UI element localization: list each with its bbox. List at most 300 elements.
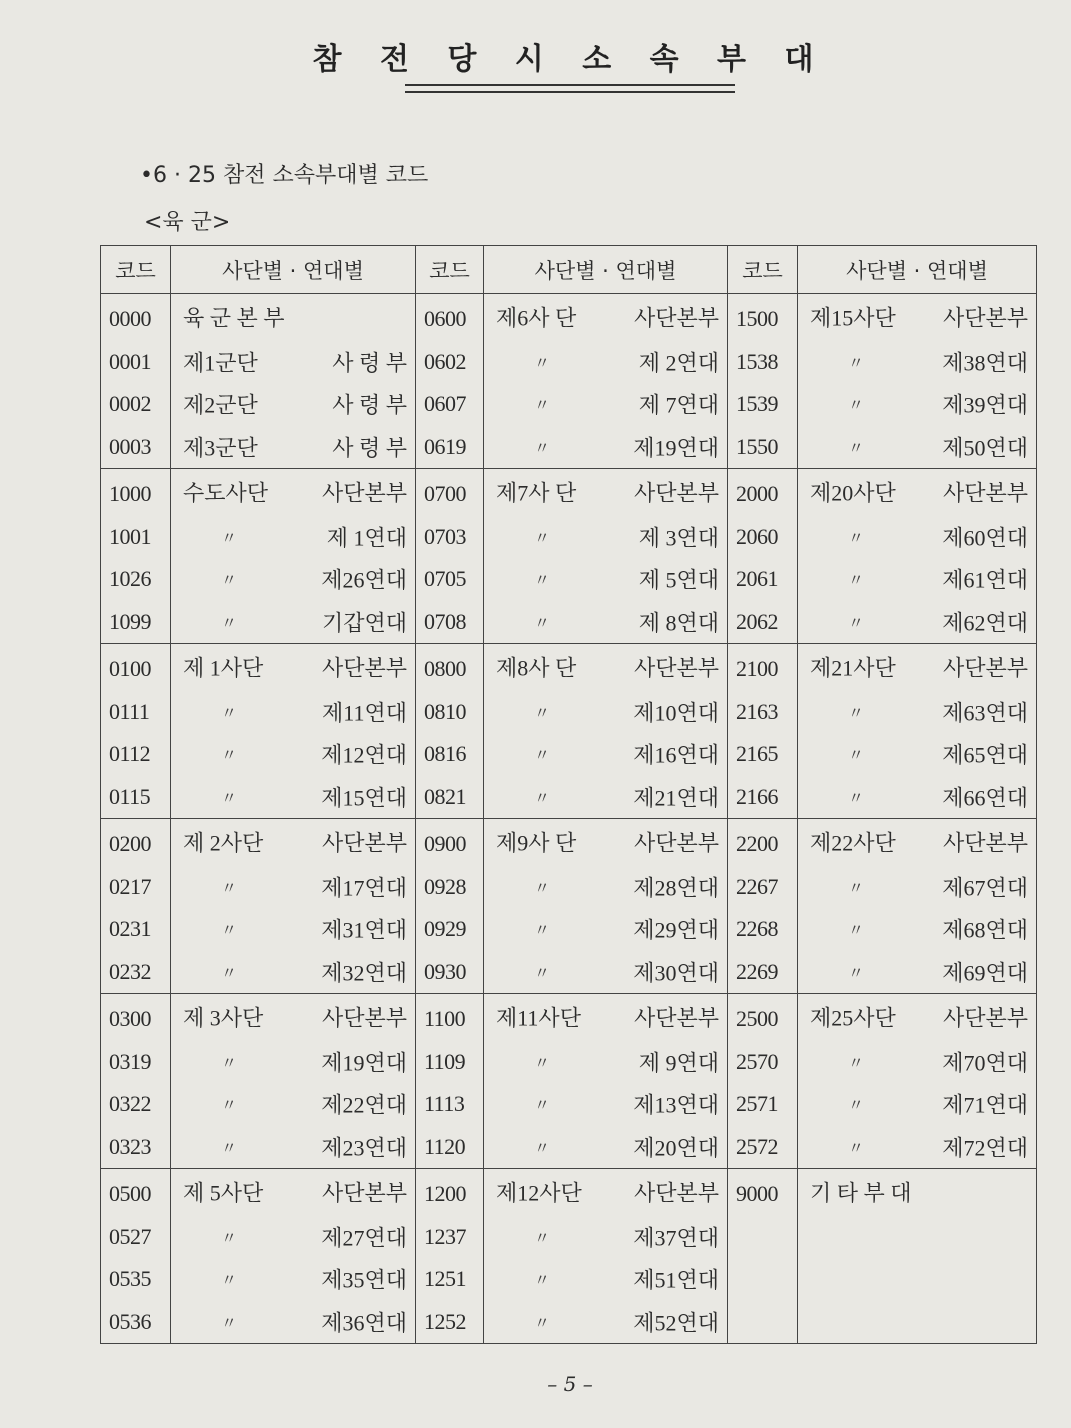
unit-code-cell: 0900 bbox=[416, 819, 484, 866]
ditto-mark: 〃 bbox=[534, 1097, 551, 1115]
unit-name-cell bbox=[171, 294, 416, 341]
ditto-mark: 〃 bbox=[534, 1315, 551, 1333]
regiment-name: 사단본부 bbox=[321, 655, 407, 681]
unit-code-cell: 1251 bbox=[416, 1258, 484, 1301]
unit-name-cell bbox=[171, 866, 416, 909]
ditto-mark: 〃 bbox=[848, 747, 865, 765]
unit-name-cell bbox=[171, 383, 416, 426]
division-name: 제7사 단 bbox=[496, 480, 577, 506]
table-row bbox=[101, 1083, 1037, 1126]
unit-name-cell bbox=[798, 383, 1037, 426]
unit-code-cell: 0232 bbox=[101, 951, 171, 994]
header-unit-3: 사단별 · 연대별 bbox=[798, 246, 1037, 294]
unit-name-cell bbox=[798, 644, 1037, 691]
unit-name-cell bbox=[798, 733, 1037, 776]
division-name: 제15사단 bbox=[810, 305, 896, 331]
header-unit-1: 사단별 · 연대별 bbox=[171, 246, 416, 294]
unit-name-cell bbox=[484, 908, 728, 951]
unit-code-table bbox=[100, 245, 1037, 1344]
division-name: 제8사 단 bbox=[496, 655, 577, 681]
unit-code-cell: 0810 bbox=[416, 691, 484, 734]
unit-code-cell: 1000 bbox=[101, 469, 171, 516]
unit-code-cell: 0708 bbox=[416, 601, 484, 644]
ditto-mark: 〃 bbox=[848, 615, 865, 633]
unit-code-cell: 0217 bbox=[101, 866, 171, 909]
regiment-name: 제72연대 bbox=[942, 1135, 1028, 1161]
unit-name-cell bbox=[171, 908, 416, 951]
unit-name-cell bbox=[171, 1169, 416, 1216]
unit-name-cell bbox=[484, 776, 728, 819]
regiment-name: 사단본부 bbox=[942, 480, 1028, 506]
division-name: 제12사단 bbox=[496, 1180, 582, 1206]
ditto-mark: 〃 bbox=[221, 880, 238, 898]
unit-name-cell bbox=[484, 1258, 728, 1301]
page-title: 참 전 당 시 소 속 부 대 bbox=[312, 42, 828, 77]
regiment-name: 제36연대 bbox=[321, 1310, 407, 1336]
table-row bbox=[101, 426, 1037, 469]
table-row bbox=[101, 994, 1037, 1041]
header-code-2: 코드 bbox=[416, 246, 484, 294]
regiment-name: 사단본부 bbox=[321, 830, 407, 856]
regiment-name: 사단본부 bbox=[321, 1180, 407, 1206]
regiment-name: 제19연대 bbox=[321, 1050, 407, 1076]
ditto-mark: 〃 bbox=[221, 530, 238, 548]
unit-code-cell: 1550 bbox=[728, 426, 798, 469]
unit-name-cell bbox=[798, 1041, 1037, 1084]
unit-code-cell: 0322 bbox=[101, 1083, 171, 1126]
unit-code-cell: 0602 bbox=[416, 341, 484, 384]
unit-name-cell bbox=[171, 601, 416, 644]
unit-code-cell: 0112 bbox=[101, 733, 171, 776]
unit-name-cell bbox=[798, 341, 1037, 384]
regiment-name: 제35연대 bbox=[321, 1267, 407, 1293]
ditto-mark: 〃 bbox=[221, 922, 238, 940]
unit-code-cell: 2062 bbox=[728, 601, 798, 644]
regiment-name: 제66연대 bbox=[942, 785, 1028, 811]
unit-name-cell bbox=[484, 866, 728, 909]
division-name: 제 2사단 bbox=[183, 830, 264, 856]
division-name: 수도사단 bbox=[183, 480, 269, 506]
division-name: 제25사단 bbox=[810, 1005, 896, 1031]
ditto-mark: 〃 bbox=[534, 790, 551, 808]
regiment-name: 제21연대 bbox=[633, 785, 719, 811]
ditto-mark: 〃 bbox=[221, 747, 238, 765]
regiment-name: 사 령 부 bbox=[332, 392, 407, 418]
unit-code-cell: 0821 bbox=[416, 776, 484, 819]
table-row bbox=[101, 866, 1037, 909]
regiment-name: 사단본부 bbox=[633, 305, 719, 331]
unit-code-cell: 2268 bbox=[728, 908, 798, 951]
regiment-name: 제61연대 bbox=[942, 567, 1028, 593]
regiment-name: 제69연대 bbox=[942, 960, 1028, 986]
regiment-name: 제16연대 bbox=[633, 742, 719, 768]
unit-code-cell: 2267 bbox=[728, 866, 798, 909]
ditto-mark: 〃 bbox=[221, 705, 238, 723]
unit-name-cell bbox=[798, 951, 1037, 994]
table-row bbox=[101, 776, 1037, 819]
ditto-mark: 〃 bbox=[221, 615, 238, 633]
ditto-mark: 〃 bbox=[848, 1097, 865, 1115]
regiment-name: 제20연대 bbox=[633, 1135, 719, 1161]
unit-name-cell bbox=[798, 908, 1037, 951]
table-row bbox=[101, 383, 1037, 426]
ditto-mark: 〃 bbox=[848, 1055, 865, 1073]
ditto-mark: 〃 bbox=[534, 1272, 551, 1290]
unit-code-cell: 1100 bbox=[416, 994, 484, 1041]
ditto-mark: 〃 bbox=[848, 705, 865, 723]
unit-code-cell: 1109 bbox=[416, 1041, 484, 1084]
division-name: 제9사 단 bbox=[496, 830, 577, 856]
regiment-name: 제50연대 bbox=[942, 435, 1028, 461]
ditto-mark: 〃 bbox=[848, 790, 865, 808]
unit-name-cell bbox=[798, 1169, 1037, 1216]
division-name: 제6사 단 bbox=[496, 305, 577, 331]
table-row bbox=[101, 819, 1037, 866]
ditto-mark: 〃 bbox=[221, 1055, 238, 1073]
regiment-name: 사단본부 bbox=[942, 830, 1028, 856]
unit-name-cell bbox=[484, 341, 728, 384]
unit-name-cell bbox=[171, 1083, 416, 1126]
regiment-name: 제 8연대 bbox=[638, 610, 719, 636]
regiment-name: 사단본부 bbox=[633, 1005, 719, 1031]
ditto-mark: 〃 bbox=[534, 1230, 551, 1248]
unit-code-cell: 0231 bbox=[101, 908, 171, 951]
regiment-name: 제 7연대 bbox=[638, 392, 719, 418]
ditto-mark: 〃 bbox=[534, 1055, 551, 1073]
unit-code-cell: 1252 bbox=[416, 1301, 484, 1344]
unit-name-cell bbox=[484, 426, 728, 469]
regiment-name: 제23연대 bbox=[321, 1135, 407, 1161]
regiment-name: 제63연대 bbox=[942, 700, 1028, 726]
unit-name-cell bbox=[171, 733, 416, 776]
regiment-name: 제71연대 bbox=[942, 1092, 1028, 1118]
regiment-name: 제 3연대 bbox=[638, 525, 719, 551]
ditto-mark: 〃 bbox=[848, 440, 865, 458]
unit-name-cell bbox=[171, 1301, 416, 1344]
regiment-name: 제32연대 bbox=[321, 960, 407, 986]
unit-code-cell: 1113 bbox=[416, 1083, 484, 1126]
unit-name-cell bbox=[484, 1041, 728, 1084]
regiment-name: 제60연대 bbox=[942, 525, 1028, 551]
unit-name-cell bbox=[484, 691, 728, 734]
unit-name-cell bbox=[798, 516, 1037, 559]
ditto-mark: 〃 bbox=[534, 615, 551, 633]
unit-code-cell: 2572 bbox=[728, 1126, 798, 1169]
unit-code-cell: 0002 bbox=[101, 383, 171, 426]
ditto-mark: 〃 bbox=[534, 440, 551, 458]
unit-code-cell: 2570 bbox=[728, 1041, 798, 1084]
table-row bbox=[101, 1041, 1037, 1084]
unit-name-cell bbox=[171, 341, 416, 384]
page-number: – 5 – bbox=[547, 1372, 593, 1396]
header-code-1: 코드 bbox=[101, 246, 171, 294]
unit-name-cell bbox=[484, 469, 728, 516]
unit-name-cell bbox=[171, 1126, 416, 1169]
ditto-mark: 〃 bbox=[848, 397, 865, 415]
regiment-name: 제67연대 bbox=[942, 875, 1028, 901]
ditto-mark: 〃 bbox=[848, 880, 865, 898]
unit-code-cell: 0319 bbox=[101, 1041, 171, 1084]
division-name: 제22사단 bbox=[810, 830, 896, 856]
division-name: 제 3사단 bbox=[183, 1005, 264, 1031]
regiment-name: 사단본부 bbox=[321, 1005, 407, 1031]
regiment-name: 제68연대 bbox=[942, 917, 1028, 943]
unit-code-cell: 0536 bbox=[101, 1301, 171, 1344]
unit-name-cell bbox=[798, 866, 1037, 909]
unit-code-cell: 2269 bbox=[728, 951, 798, 994]
unit-code-cell: 0100 bbox=[101, 644, 171, 691]
ditto-mark: 〃 bbox=[221, 1097, 238, 1115]
division-name: 제3군단 bbox=[183, 435, 258, 461]
table-row bbox=[101, 469, 1037, 516]
unit-code-cell: 0703 bbox=[416, 516, 484, 559]
regiment-name: 사단본부 bbox=[633, 830, 719, 856]
unit-code-cell: 1539 bbox=[728, 383, 798, 426]
unit-code-cell: 2061 bbox=[728, 558, 798, 601]
table-row bbox=[101, 601, 1037, 644]
unit-code-cell: 1200 bbox=[416, 1169, 484, 1216]
unit-code-cell: 1120 bbox=[416, 1126, 484, 1169]
unit-name-cell bbox=[484, 951, 728, 994]
unit-code-cell: 0003 bbox=[101, 426, 171, 469]
regiment-name: 사단본부 bbox=[942, 1005, 1028, 1031]
unit-name-cell bbox=[484, 644, 728, 691]
unit-code-cell: 0115 bbox=[101, 776, 171, 819]
unit-name-cell bbox=[484, 994, 728, 1041]
regiment-name: 제39연대 bbox=[942, 392, 1028, 418]
unit-code-cell: 0619 bbox=[416, 426, 484, 469]
division-name: 제21사단 bbox=[810, 655, 896, 681]
unit-code-cell: 0607 bbox=[416, 383, 484, 426]
regiment-name: 제19연대 bbox=[633, 435, 719, 461]
table-row bbox=[101, 951, 1037, 994]
unit-name-cell bbox=[798, 558, 1037, 601]
ditto-mark: 〃 bbox=[534, 1140, 551, 1158]
table-row bbox=[101, 294, 1037, 341]
ditto-mark: 〃 bbox=[534, 572, 551, 590]
unit-code-cell: 2060 bbox=[728, 516, 798, 559]
regiment-name: 제51연대 bbox=[633, 1267, 719, 1293]
table-row bbox=[101, 516, 1037, 559]
unit-name-cell bbox=[484, 601, 728, 644]
unit-name-cell bbox=[484, 1301, 728, 1344]
unit-code-cell: 0001 bbox=[101, 341, 171, 384]
unit-code-cell: 2500 bbox=[728, 994, 798, 1041]
unit-code-cell: 0705 bbox=[416, 558, 484, 601]
unit-code-cell: 0816 bbox=[416, 733, 484, 776]
unit-name-cell bbox=[484, 558, 728, 601]
unit-code-cell bbox=[728, 1258, 798, 1301]
unit-name-cell bbox=[171, 994, 416, 1041]
unit-code-cell: 2571 bbox=[728, 1083, 798, 1126]
unit-name-cell bbox=[798, 601, 1037, 644]
regiment-name: 제13연대 bbox=[633, 1092, 719, 1118]
regiment-name: 제15연대 bbox=[321, 785, 407, 811]
unit-code-cell: 0800 bbox=[416, 644, 484, 691]
ditto-mark: 〃 bbox=[221, 965, 238, 983]
unit-name-cell bbox=[798, 819, 1037, 866]
ditto-mark: 〃 bbox=[534, 922, 551, 940]
table-body bbox=[101, 294, 1037, 1344]
regiment-name: 사단본부 bbox=[942, 305, 1028, 331]
unit-code-cell: 0700 bbox=[416, 469, 484, 516]
unit-name-cell bbox=[798, 1216, 1037, 1259]
table-row bbox=[101, 341, 1037, 384]
regiment-name: 사단본부 bbox=[633, 480, 719, 506]
unit-name-cell bbox=[484, 819, 728, 866]
regiment-name: 제52연대 bbox=[633, 1310, 719, 1336]
unit-name-cell bbox=[484, 383, 728, 426]
ditto-mark: 〃 bbox=[221, 1230, 238, 1248]
table-row bbox=[101, 1126, 1037, 1169]
section-subtitle: •6 · 25 참전 소속부대별 코드 bbox=[140, 163, 429, 188]
unit-code-cell: 1500 bbox=[728, 294, 798, 341]
division-name: 제2군단 bbox=[183, 392, 258, 418]
ditto-mark: 〃 bbox=[221, 572, 238, 590]
unit-name-cell bbox=[171, 951, 416, 994]
unit-code-cell: 0323 bbox=[101, 1126, 171, 1169]
unit-code-cell: 2200 bbox=[728, 819, 798, 866]
unit-name-cell bbox=[798, 1083, 1037, 1126]
unit-code-cell bbox=[728, 1216, 798, 1259]
unit-name-cell bbox=[798, 1126, 1037, 1169]
unit-name-cell bbox=[171, 1258, 416, 1301]
unit-code-cell bbox=[728, 1301, 798, 1344]
regiment-name: 제10연대 bbox=[633, 700, 719, 726]
unit-name-cell bbox=[798, 1258, 1037, 1301]
regiment-name: 제31연대 bbox=[321, 917, 407, 943]
unit-code-cell: 1026 bbox=[101, 558, 171, 601]
regiment-name: 기갑연대 bbox=[321, 610, 407, 636]
division-name: 기 타 부 대 bbox=[810, 1180, 912, 1206]
unit-name-cell bbox=[484, 1169, 728, 1216]
unit-name-cell bbox=[171, 516, 416, 559]
division-name: 제20사단 bbox=[810, 480, 896, 506]
regiment-name: 제22연대 bbox=[321, 1092, 407, 1118]
ditto-mark: 〃 bbox=[221, 1315, 238, 1333]
table-row bbox=[101, 1169, 1037, 1216]
regiment-name: 제 5연대 bbox=[638, 567, 719, 593]
regiment-name: 제70연대 bbox=[942, 1050, 1028, 1076]
ditto-mark: 〃 bbox=[534, 530, 551, 548]
unit-name-cell bbox=[171, 426, 416, 469]
ditto-mark: 〃 bbox=[848, 1140, 865, 1158]
ditto-mark: 〃 bbox=[848, 965, 865, 983]
unit-code-cell: 1237 bbox=[416, 1216, 484, 1259]
unit-name-cell bbox=[798, 294, 1037, 341]
division-name: 제1군단 bbox=[183, 350, 258, 376]
regiment-name: 제28연대 bbox=[633, 875, 719, 901]
regiment-name: 제12연대 bbox=[321, 742, 407, 768]
unit-code-cell: 0527 bbox=[101, 1216, 171, 1259]
table-row bbox=[101, 644, 1037, 691]
regiment-name: 사 령 부 bbox=[332, 435, 407, 461]
unit-code-cell: 0929 bbox=[416, 908, 484, 951]
regiment-name: 제17연대 bbox=[321, 875, 407, 901]
unit-name-cell bbox=[798, 1301, 1037, 1344]
unit-code-cell: 0000 bbox=[101, 294, 171, 341]
ditto-mark: 〃 bbox=[848, 922, 865, 940]
unit-name-cell bbox=[484, 1126, 728, 1169]
division-name: 제 5사단 bbox=[183, 1180, 264, 1206]
division-name: 제11사단 bbox=[496, 1005, 581, 1031]
unit-name-cell bbox=[798, 469, 1037, 516]
unit-code-cell: 0930 bbox=[416, 951, 484, 994]
unit-name-cell bbox=[171, 469, 416, 516]
ditto-mark: 〃 bbox=[534, 705, 551, 723]
ditto-mark: 〃 bbox=[221, 790, 238, 808]
unit-name-cell bbox=[798, 994, 1037, 1041]
table-row bbox=[101, 1258, 1037, 1301]
table-header-row bbox=[101, 246, 1037, 294]
regiment-name: 제37연대 bbox=[633, 1225, 719, 1251]
title-underline bbox=[405, 84, 735, 93]
unit-code-cell: 2166 bbox=[728, 776, 798, 819]
unit-code-cell: 2165 bbox=[728, 733, 798, 776]
unit-code-cell: 0300 bbox=[101, 994, 171, 1041]
unit-name-cell bbox=[798, 426, 1037, 469]
header-code-3: 코드 bbox=[728, 246, 798, 294]
division-name: 제 1사단 bbox=[183, 655, 264, 681]
regiment-name: 제38연대 bbox=[942, 350, 1028, 376]
unit-name-cell bbox=[171, 1216, 416, 1259]
unit-name-cell bbox=[798, 776, 1037, 819]
regiment-name: 제 2연대 bbox=[638, 350, 719, 376]
table-row bbox=[101, 1216, 1037, 1259]
unit-code-cell: 2100 bbox=[728, 644, 798, 691]
regiment-name: 제62연대 bbox=[942, 610, 1028, 636]
unit-name-cell bbox=[484, 733, 728, 776]
regiment-name: 제65연대 bbox=[942, 742, 1028, 768]
unit-name-cell bbox=[798, 691, 1037, 734]
table-row bbox=[101, 1301, 1037, 1344]
regiment-name: 사단본부 bbox=[633, 655, 719, 681]
unit-code-cell: 1099 bbox=[101, 601, 171, 644]
regiment-name: 사단본부 bbox=[942, 655, 1028, 681]
unit-name-cell bbox=[484, 294, 728, 341]
unit-name-cell bbox=[171, 558, 416, 601]
unit-code-cell: 2000 bbox=[728, 469, 798, 516]
division-name: 육 군 본 부 bbox=[183, 305, 285, 331]
ditto-mark: 〃 bbox=[534, 965, 551, 983]
unit-code-cell: 0500 bbox=[101, 1169, 171, 1216]
regiment-name: 사단본부 bbox=[321, 480, 407, 506]
ditto-mark: 〃 bbox=[848, 572, 865, 590]
ditto-mark: 〃 bbox=[534, 355, 551, 373]
unit-code-cell: 0928 bbox=[416, 866, 484, 909]
regiment-name: 제30연대 bbox=[633, 960, 719, 986]
regiment-name: 제11연대 bbox=[322, 700, 407, 726]
header-unit-2: 사단별 · 연대별 bbox=[484, 246, 728, 294]
unit-code-cell: 0111 bbox=[101, 691, 171, 734]
unit-code-cell: 1001 bbox=[101, 516, 171, 559]
regiment-name: 제 9연대 bbox=[638, 1050, 719, 1076]
unit-code-cell: 9000 bbox=[728, 1169, 798, 1216]
ditto-mark: 〃 bbox=[534, 880, 551, 898]
regiment-name: 제 1연대 bbox=[326, 525, 407, 551]
branch-label: <육 군> bbox=[144, 210, 231, 235]
unit-name-cell bbox=[171, 691, 416, 734]
table-row bbox=[101, 691, 1037, 734]
regiment-name: 제29연대 bbox=[633, 917, 719, 943]
regiment-name: 제27연대 bbox=[321, 1225, 407, 1251]
unit-name-cell bbox=[484, 1083, 728, 1126]
ditto-mark: 〃 bbox=[848, 530, 865, 548]
regiment-name: 사단본부 bbox=[633, 1180, 719, 1206]
unit-name-cell bbox=[171, 1041, 416, 1084]
unit-name-cell bbox=[171, 819, 416, 866]
unit-name-cell bbox=[484, 1216, 728, 1259]
